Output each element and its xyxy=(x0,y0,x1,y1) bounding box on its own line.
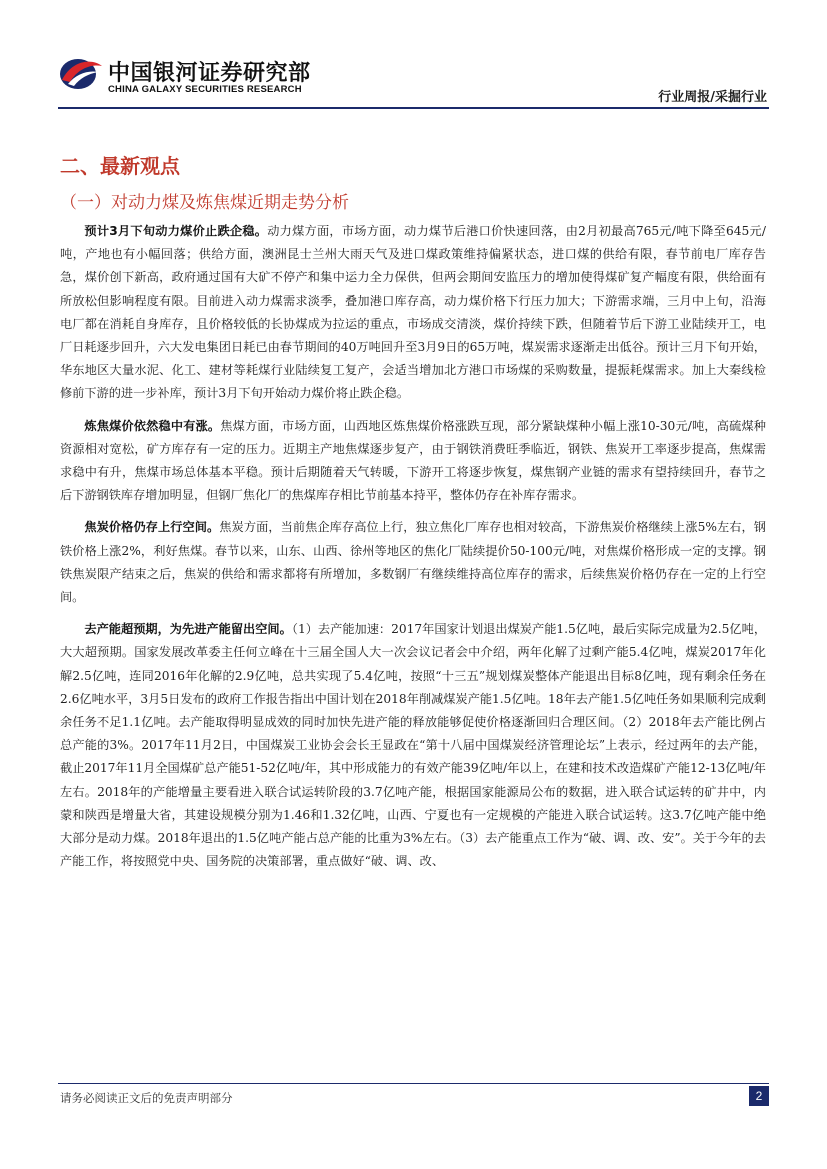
paragraph-coke-price xyxy=(60,516,766,609)
page-number: 2 xyxy=(749,1086,769,1106)
paragraph-body: 动力煤方面，市场方面，动力煤节后港口价快速回落，由2月初最高765元/吨下降至645元/吨，产地也有小幅回落；供给方面，澳洲昆士兰州大雨天气及进口煤政策维持偏紧状态，进口煤的供给有限，春节前电厂库存告急，煤价创下新高，政府通过国有大矿不停产和集中运力全力保供，但两会期间安监压力的增加使得煤矿复产幅度有限，供给面有所放松但影响程度有限。目前进入动力煤需求淡季，叠加港口库存高，动力煤价格下行压力加大；下游需求端，三月中上旬，沿海电厂都在消耗自身库存，且价格较低的长协煤成为拉运的重点，市场成交清淡，煤价持续下跌，但随着节后下游工业陆续开工，电厂日耗逐步回升，六大发电集团日耗已由春节期间的40万吨回升至3月9日的65万吨，煤炭需求逐渐走出低谷。预计三月下旬开始，华东地区大量水泥、化工、建材等耗煤行业陆续复工复产，会适当增加北方港口市场煤的采购数量，提振耗煤需求。加上大秦线检修前下游的进一步补库，预计3月下旬开始动力煤价将止跌企稳。 xyxy=(60,224,766,401)
paragraph-body: （1）去产能加速：2017年国家计划退出煤炭产能1.5亿吨，最后实际完成量为2.5亿吨，大大超预期。国家发展改革委主任何立峰在十三届全国人大一次会议记者会中介绍，两年化解了过剩产能5.4亿吨，煤炭2017年化解2.5亿吨，连同2016年化解的2.9亿吨，总共实现了5.4亿吨，按照“十三五”规划煤炭整体产能退出目标8亿吨，现有剩余任务在2.6亿吨水平，3月5日发布的政府工作报告指出中国计划在2018年削减煤炭产能1.5亿吨。18年去产能1.5亿吨任务如果顺利完成剩余任务不足1.1亿吨。去产能取得明显成效的同时加快先进产能的释放能够促使价格逐渐回归合理区间。（2）2018年去产能比例占总产能的3%。2017年11月2日，中国煤炭工业协会会长王显政在“第十八届中国煤炭经济管理论坛”上表示，经过两年的去产能，截止2017年11月全国煤矿总产能51-52亿吨/年，其中形成能力的有效产能39亿吨/年以上，在建和技术改造煤矿产能12-13亿吨/年左右。2018年的产能增量主要看进入联合试运转阶段的3.7亿吨产能，根据国家能源局公布的数据，进入联合试运转的矿井中，内蒙和陕西是增量大省，其建设规模分别为1.46和1.32亿吨，山西、宁夏也有一定规模的产能进入联合试运转。这3.7亿吨产能中绝大部分是动力煤。2018年退出的1.5亿吨产能占总产能的比重为3%左右。（3）去产能重点工作为“破、调、改、安”。关于今年的去产能工作，将按照党中央、国务院的决策部署，重点做好“破、调、改、 xyxy=(60,622,767,869)
footer-divider xyxy=(58,1083,769,1084)
section-title: 二、最新观点 xyxy=(60,154,180,178)
header-divider xyxy=(58,107,769,109)
paragraph-coking-coal xyxy=(60,415,766,508)
paragraph-body: 焦炭方面，当前焦企库存高位上行，独立焦化厂库存也相对较高，下游焦炭价格继续上涨5%左右，钢铁价格上涨2%，利好焦煤。春节以来，山东、山西、徐州等地区的焦化厂陆续提价50-100元/吨，对焦煤价格形成一定的支撑。钢铁焦炭限产结束之后，焦炭的供给和需求都将有所增加，多数钢厂有继续维持高位库存的需求，后续焦炭价格仍存在一定的上行空间。 xyxy=(60,520,766,605)
company-logo xyxy=(58,50,358,98)
subsection-title: （一）对动力煤及炼焦煤近期走势分析 xyxy=(60,193,349,213)
galaxy-logo-icon xyxy=(58,56,104,92)
logo-chinese-name: 中国银河证券研究部 xyxy=(108,61,311,86)
paragraph-lead: 去产能超预期，为先进产能留出空间。 xyxy=(84,622,292,637)
paragraph-capacity-reduction xyxy=(60,618,766,873)
page-header xyxy=(0,0,827,112)
paragraph-body: 焦煤方面，市场方面，山西地区炼焦煤价格涨跌互现，部分紧缺煤种小幅上涨10-30元/吨，高硫煤种资源相对宽松，矿方库存有一定的压力。近期主产地焦煤逐步复产，由于钢铁消费旺季临近，钢铁、焦炭开工率逐步提高，焦煤需求稳中有升，焦煤市场总体基本平稳。预计后期随着天气转暖，下游开工将逐步恢复，煤焦钢产业链的需求有望持续回升，春节之后下游钢铁库存增加明显，但钢厂焦化厂的焦煤库存相比节前基本持平，整体仍存在补库存需求。 xyxy=(60,418,766,503)
paragraph-lead: 预计3月下旬动力煤价止跌企稳。 xyxy=(84,224,268,238)
report-type: 行业周报/采掘行业 xyxy=(658,90,767,105)
paragraph-lead: 焦炭价格仍存上行空间。 xyxy=(84,520,220,535)
footer-disclaimer: 请务必阅读正文后的免责声明部分 xyxy=(60,1091,233,1105)
main-content xyxy=(60,150,766,873)
paragraph-lead: 炼焦煤价依然稳中有涨。 xyxy=(84,418,221,433)
logo-english-name: CHINA GALAXY SECURITIES RESEARCH xyxy=(108,84,302,95)
paragraph-thermal-coal xyxy=(60,220,766,406)
